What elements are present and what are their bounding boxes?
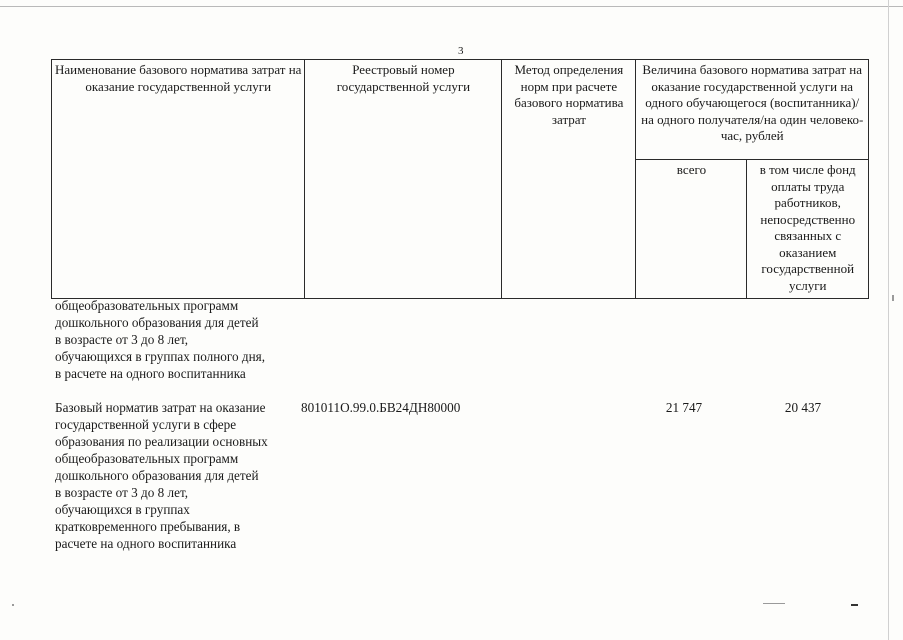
- name-line: в возрасте от 3 до 8 лет,: [55, 332, 189, 347]
- scan-speck: [12, 604, 14, 606]
- row-2-registry-number: 801011О.99.0.БВ24ДН80000: [301, 400, 461, 415]
- name-line: дошкольного образования для детей: [55, 468, 259, 483]
- header-registry-number: Реестровый номер государственной услуги: [305, 60, 502, 299]
- row-2-payroll: 20 437: [784, 400, 822, 415]
- name-line: дошкольного образования для детей: [55, 315, 259, 330]
- row-1-name: [55, 297, 295, 382]
- scan-speck: [851, 604, 858, 606]
- row-2-name: [55, 399, 295, 552]
- page-number: 3: [458, 45, 464, 57]
- scan-speck: [892, 295, 894, 301]
- name-line: обучающихся в группах полного дня,: [55, 349, 265, 364]
- scan-edge: [0, 6, 903, 7]
- header-value: Величина базового норматива затрат на оказание государственной услуги на одного обучающегося (воспитанника)/на одного получателя/на один человеко-час, рублей: [636, 60, 869, 160]
- name-line: в расчете на одного воспитанника: [55, 366, 246, 381]
- header-table: [51, 59, 869, 299]
- name-line: кратковременного пребывания, в: [55, 519, 241, 534]
- scan-speck: [763, 603, 785, 604]
- name-line: обучающихся в группах: [55, 502, 190, 517]
- name-line: общеобразовательных программ: [55, 298, 239, 313]
- name-line: Базовый норматив затрат на оказание: [55, 400, 266, 415]
- name-line: образования по реализации основных: [55, 434, 268, 449]
- header-payroll: в том числе фонд оплаты труда работников, непосредственно связанных с оказанием государственной услуги: [747, 160, 869, 299]
- header-method: Метод определения норм при расчете базового норматива затрат: [502, 60, 636, 299]
- name-line: государственной услуги в сфере: [55, 417, 237, 432]
- name-line: расчете на одного воспитанника: [55, 536, 237, 551]
- name-line: в возрасте от 3 до 8 лет,: [55, 485, 189, 500]
- scan-edge: [888, 0, 889, 640]
- header-total: всего: [636, 160, 747, 299]
- name-line: общеобразовательных программ: [55, 451, 239, 466]
- row-2-total: 21 747: [665, 400, 703, 415]
- header-name: Наименование базового норматива затрат на оказание государственной услуги: [52, 60, 305, 299]
